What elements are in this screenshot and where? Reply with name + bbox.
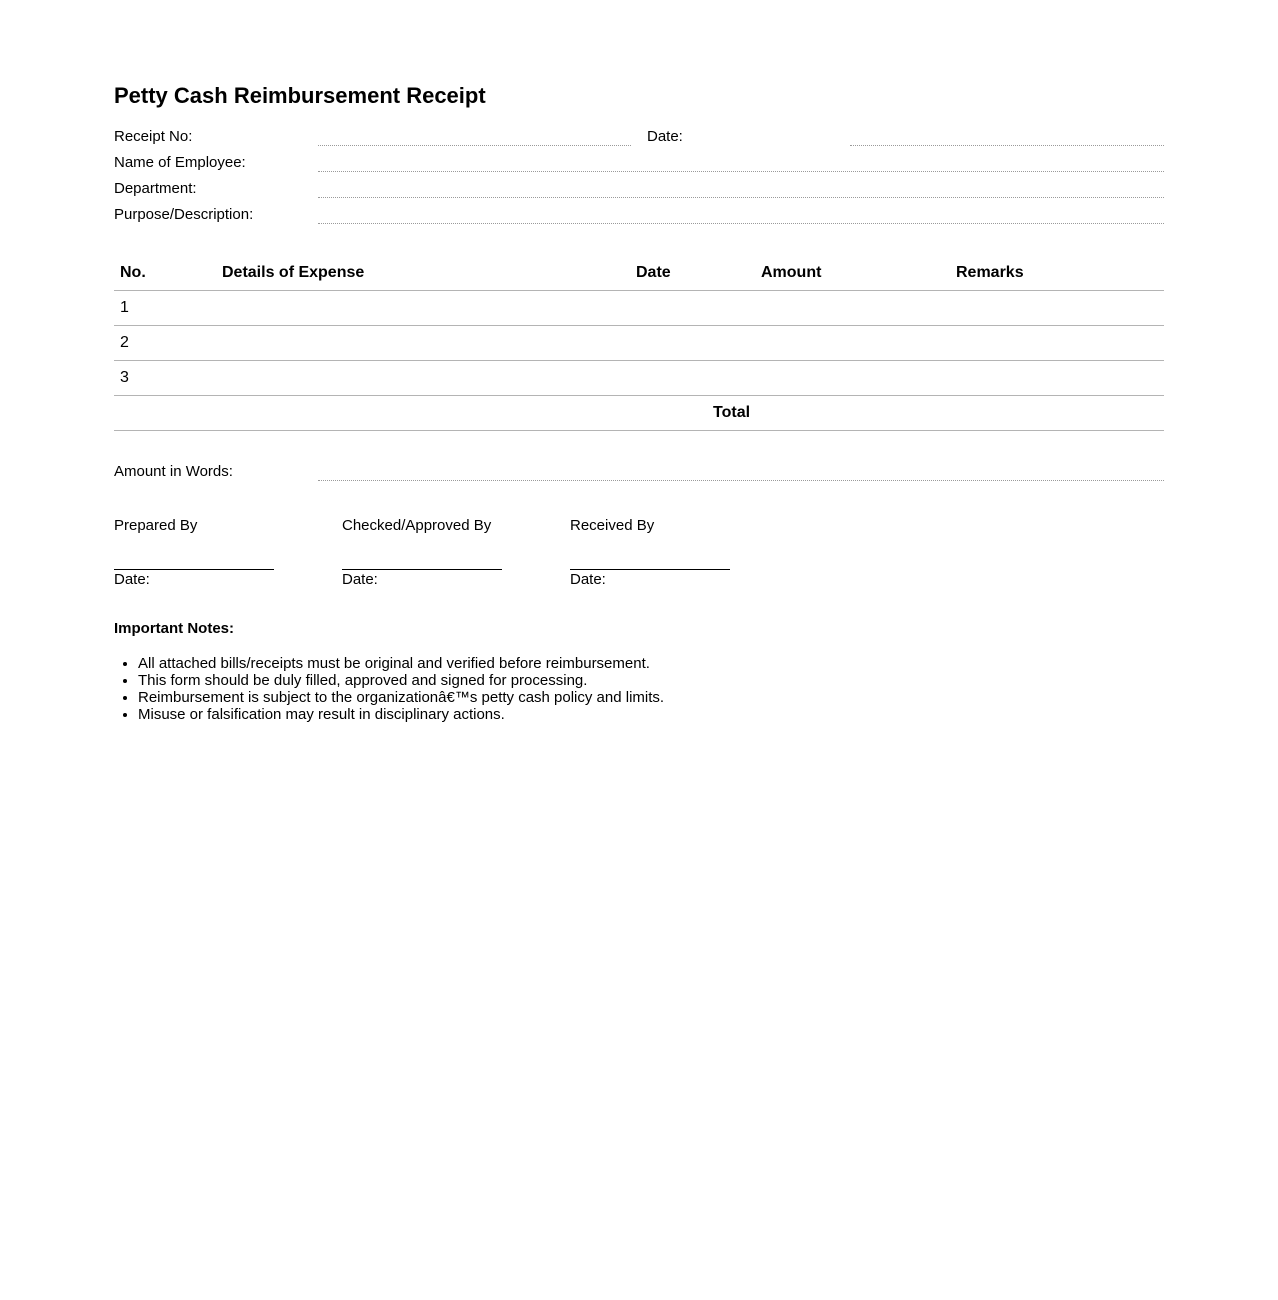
date-label: Date: bbox=[647, 128, 683, 145]
received-by-signature-line[interactable] bbox=[570, 569, 730, 570]
purpose-label: Purpose/Description: bbox=[114, 206, 254, 223]
table-divider bbox=[114, 290, 1164, 291]
employee-name-field[interactable] bbox=[318, 171, 1164, 172]
prepared-by-label: Prepared By bbox=[114, 517, 198, 534]
department-label: Department: bbox=[114, 180, 197, 197]
table-divider bbox=[114, 395, 1164, 396]
table-row-number: 3 bbox=[120, 369, 129, 386]
column-header-details: Details of Expense bbox=[222, 264, 365, 281]
column-header-remarks: Remarks bbox=[956, 264, 1024, 281]
column-header-no: No. bbox=[120, 264, 146, 281]
receipt-no-field[interactable] bbox=[318, 145, 631, 146]
date-field[interactable] bbox=[850, 145, 1164, 146]
column-header-amount: Amount bbox=[761, 264, 822, 281]
approved-by-date-label: Date: bbox=[342, 571, 378, 588]
total-label: Total bbox=[713, 404, 751, 421]
notes-list bbox=[114, 655, 664, 723]
page-title: Petty Cash Reimbursement Receipt bbox=[114, 83, 486, 108]
table-row-number: 2 bbox=[120, 334, 129, 351]
received-by-label: Received By bbox=[570, 517, 655, 534]
purpose-field[interactable] bbox=[318, 223, 1164, 224]
receipt-no-label: Receipt No: bbox=[114, 128, 193, 145]
note-item: • This form should be duly filled, approved and signed for processing. bbox=[138, 672, 664, 689]
department-field[interactable] bbox=[318, 197, 1164, 198]
note-item: • Reimbursement is subject to the organizationâ€™s petty cash policy and limits. bbox=[138, 689, 664, 706]
prepared-by-signature-line[interactable] bbox=[114, 569, 274, 570]
received-by-date-label: Date: bbox=[570, 571, 606, 588]
amount-in-words-field[interactable] bbox=[318, 480, 1164, 481]
table-divider bbox=[114, 360, 1164, 361]
amount-in-words-label: Amount in Words: bbox=[114, 463, 233, 480]
notes-heading: Important Notes: bbox=[114, 620, 234, 637]
employee-name-label: Name of Employee: bbox=[114, 154, 246, 171]
table-divider bbox=[114, 325, 1164, 326]
table-divider bbox=[114, 430, 1164, 431]
note-item: • All attached bills/receipts must be original and verified before reimbursement. bbox=[138, 655, 664, 672]
note-item: • Misuse or falsification may result in disciplinary actions. bbox=[138, 706, 664, 723]
table-row-number: 1 bbox=[120, 299, 129, 316]
column-header-date: Date bbox=[636, 264, 671, 281]
approved-by-label: Checked/Approved By bbox=[342, 517, 492, 534]
prepared-by-date-label: Date: bbox=[114, 571, 150, 588]
approved-by-signature-line[interactable] bbox=[342, 569, 502, 570]
